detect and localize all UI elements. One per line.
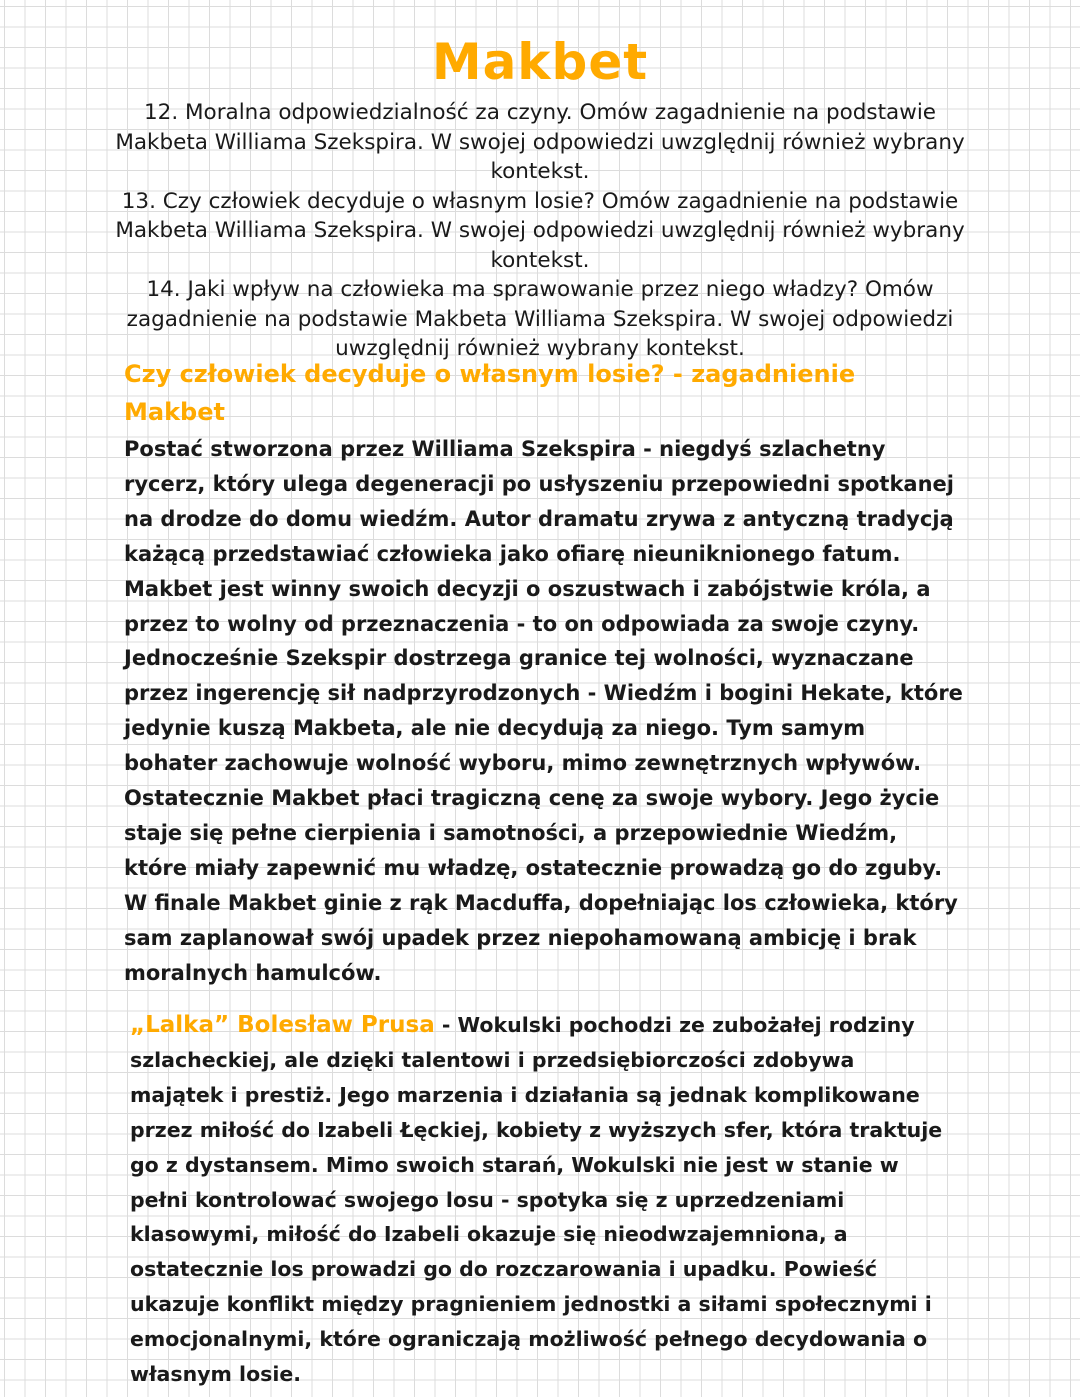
question-12: 12. Moralna odpowiedzialność za czyny. Omów zagadnienie na podstawie Makbeta Williama Szekspira. W swojej odpowiedzi uwzględnij również wybrany kontekst. (115, 100, 965, 184)
question-14: 14. Jaki wpływ na człowieka ma sprawowanie przez niego władzy? Omów zagadnienie na podstawie Makbeta Williama Szekspira. W swojej odpowiedzi uwzględnij również wybrany kontekst. (126, 277, 954, 361)
lalka-title: „Lalka” Bolesław Prusa (130, 1012, 435, 1038)
lalka-content (130, 1008, 950, 1392)
page-title: Makbet (431, 33, 649, 91)
exam-questions (110, 98, 970, 364)
lalka-text: Wokulski pochodzi ze zubożałej rodziny szlacheckiej, ale dzięki talentowi i przedsiębiorczości zdobywa majątek i prestiż. Jego marzenia i działania są jednak komplikowane przez miłość do Izabeli Łęckiej, kobiety z wyższych sfer, która traktuje go z dystansem. Mimo swoich starań, Wokulski nie jest w stanie w pełni kontrolować swojego losu - spotyka się z uprzedzeniami klasowymi, miłość do Izabeli okazuje się nieodwzajemniona, a ostatecznie los prowadzi go do rozczarowania i upadku. Powieść ukazuje konflikt między pragnieniem jednostki a siłami społecznymi i emocjonalnymi, które ograniczają możliwość pełnego decydowania o własnym losie. (130, 1013, 943, 1387)
section-subheading: Makbet (124, 398, 225, 426)
section-header (124, 355, 944, 431)
makbet-text: Postać stworzona przez Williama Szekspira - niegdyś szlachetny rycerz, który ulega degeneracji po usłyszeniu przepowiedni spotkanej na drodze do domu wiedźm. Autor dramatu zrywa z antyczną tradycją każącą przedstawiać człowieka jako ofiarę nieuniknionego fatum. Makbet jest winny swoich decyzji o oszustwach i zabójstwie króla, a przez to wolny od przeznaczenia - to on odpowiada za swoje czyny. Jednocześnie Szekspir dostrzega granice tej wolności, wyznaczane przez ingerencję sił nadprzyrodzonych - Wiedźm i bogini Hekate, które jedynie kuszą Makbeta, ale nie decydują za niego. Tym samym bohater zachowuje wolność wyboru, mimo zewnętrznych wpływów. Ostatecznie Makbet płaci tragiczną cenę za swoje wybory. Jego życie staje się pełne cierpienia i samotności, a przepowiednie Wiedźm, które miały zapewnić mu władzę, ostatecznie prowadzą go do zguby. W finale Makbet ginie z rąk Macduffa, dopełniając los człowieka, który sam zaplanował swój upadek przez niepohamowaną ambicję i brak moralnych hamulców. (124, 437, 963, 985)
lalka-paragraph (130, 1008, 950, 1392)
lalka-separator: - (434, 1013, 458, 1037)
section-heading: Czy człowiek decyduje o własnym losie? - zagadnienie (124, 360, 856, 388)
question-13: 13. Czy człowiek decyduje o własnym losie? Omów zagadnienie na podstawie Makbeta Williama Szekspira. W swojej odpowiedzi uwzględnij również wybrany kontekst. (115, 188, 965, 273)
makbet-paragraph (124, 432, 964, 991)
